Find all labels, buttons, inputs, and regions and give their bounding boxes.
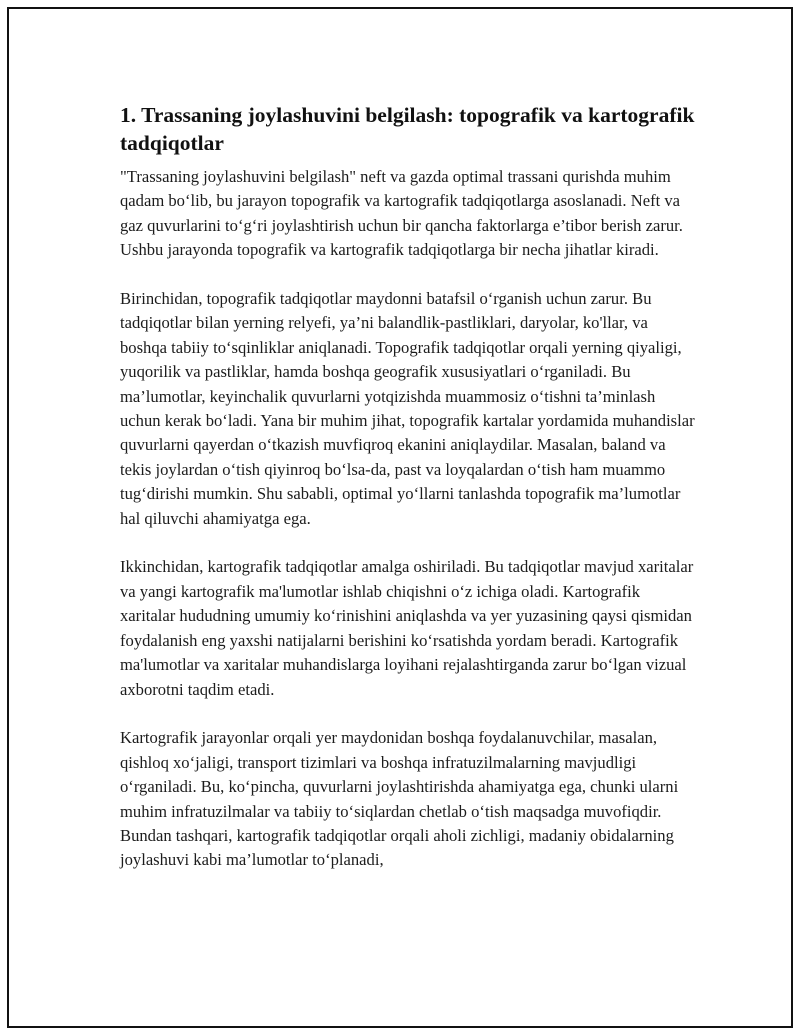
paragraph-cartographic-processes: Kartografik jarayonlar orqali yer maydonidan boshqa foydalanuvchilar, masalan, qishloq xo‘jaligi, transport tizimlari va boshqa infratuzilmalarning mavjudligi o‘rganiladi. Bu, ko‘pincha, quvurlarni joylashtirishda ahamiyatga ega, chunki ularni muhim infratuzilmalar va tabiiy to‘siqlardan chetlab o‘tish maqsadga muvofiqdir. Bundan tashqari, kartografik tadqiqotlar orqali aholi zichligi, madaniy obidalarning joylashuvi kabi ma’lumotlar to‘planadi, xyxy=(120,728,679,870)
paragraph-intro: "Trassaning joylashuvini belgilash" neft va gazda optimal trassani qurishda muhim qadam bo‘lib, bu jarayon topografik va kartografik tadqiqotlarga asoslanadi. Neft va gaz quvurlarini to‘g‘ri joylashtirish uchun bir qancha faktorlarga e’tibor berish zarur. Ushbu jarayonda topografik va kartografik tadqiqotlarga bir necha jihatlar kiradi. xyxy=(120,167,683,260)
paragraph-topographic: Birinchidan, topografik tadqiqotlar maydonni batafsil o‘rganish uchun zarur. Bu tadqiqotlar bilan yerning relyefi, ya’ni balandlik-pastliklari, daryolar, ko'llar, va boshqa tabiiy to‘sqinliklar aniqlanadi. Topografik tadqiqotlar orqali yerning qiyaligi, yuqorilik va pastliklar, hamda boshqa geografik xususiyatlari o‘rganiladi. Bu ma’lumotlar, keyinchalik quvurlarni yotqizishda muammosiz o‘tishni ta’minlash uchun kerak bo‘ladi. Yana bir muhim jihat, topografik kartalar yordamida muhandislar quvurlarni qayerdan o‘tkazish muvfiqroq ekanini aniqlaydilar. Masalan, baland va tekis joylardan o‘tish qiyinroq bo‘lsa-da, past va loyqalardan o‘tish ham muammo tug‘dirishi mumkin. Shu sababli, optimal yo‘llarni tanlashda topografik ma’lumotlar hal qiluvchi ahamiyatga ega. xyxy=(120,289,695,528)
section-heading: 1. Trassaning joylashuvini belgilash: topografik va kartografik tadqiqotlar xyxy=(120,103,695,155)
page-frame xyxy=(7,7,793,1028)
paragraph-cartographic: Ikkinchidan, kartografik tadqiqotlar amalga oshiriladi. Bu tadqiqotlar mavjud xaritalar va yangi kartografik ma'lumotlar ishlab chiqishni o‘z ichiga oladi. Kartografik xaritalar hududning umumiy ko‘rinishini aniqlashda va yer yuzasining qaysi qismidan foydalanish eng yaxshi natijalarni berishini ko‘rsatishda yordam beradi. Kartografik ma'lumotlar va xaritalar muhandislarga loyihani rejalashtirganda zarur bo‘lgan vizual axborotni taqdim etadi. xyxy=(120,557,694,699)
document-body xyxy=(120,101,698,897)
